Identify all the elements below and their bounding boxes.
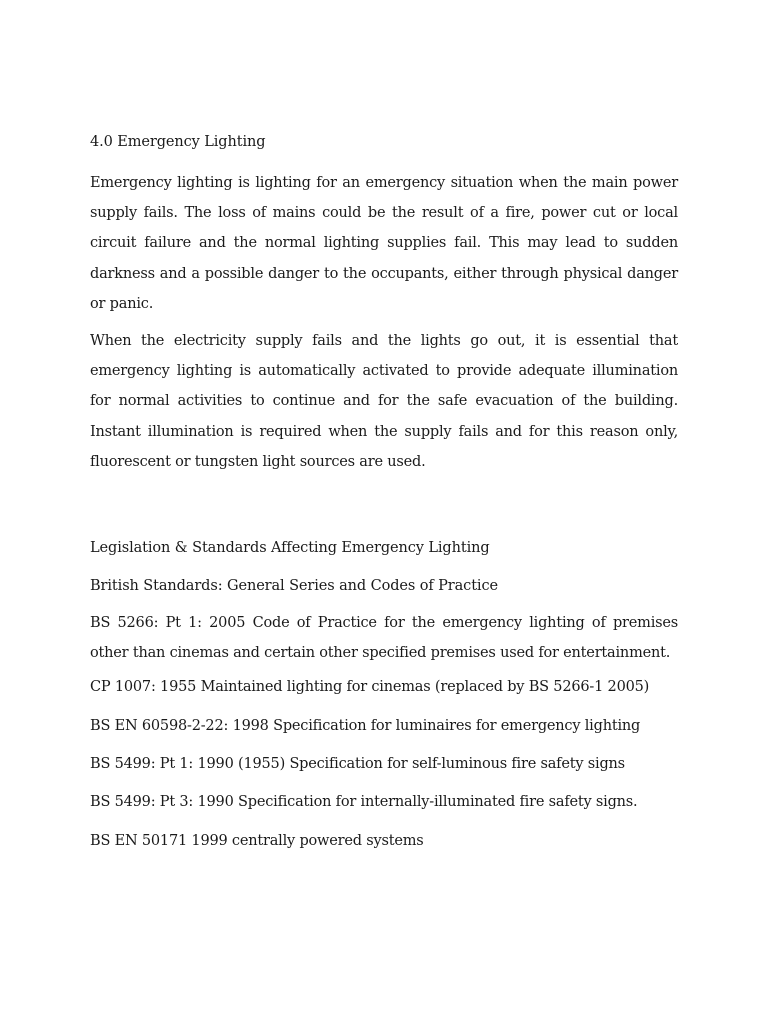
standard-item: CP 1007: 1955 Maintained lighting for cinemas (replaced by BS 5266-1 2005) xyxy=(90,679,650,696)
paragraph-activation: When the electricity supply fails and the lights go out, it is essential that emergency lighting is automatically activated to provide adequate illumination for normal activities to continue and for the safe evacuation of the building. Instant illumination is required when the supply fails and for this reason only, fluorescent or tungsten light sources are used. xyxy=(90,333,678,470)
document-page xyxy=(90,131,678,868)
standard-item: BS 5499: Pt 1: 1990 (1955) Specification for self-luminous fire safety signs xyxy=(90,756,625,773)
standard-item: BS 5499: Pt 3: 1990 Specification for internally-illuminated fire safety signs. xyxy=(90,794,638,811)
british-standards-subheading: British Standards: General Series and Codes of Practice xyxy=(90,578,498,595)
legislation-heading: Legislation & Standards Affecting Emergency Lighting xyxy=(90,540,490,557)
standard-item: BS EN 50171 1999 centrally powered systems xyxy=(90,832,424,849)
standard-item: BS 5266: Pt 1: 2005 Code of Practice for the emergency lighting of premises other than cinemas and certain other specified premises used for entertainment. xyxy=(90,615,678,662)
paragraph-definition: Emergency lighting is lighting for an emergency situation when the main power supply fails. The loss of mains could be the result of a fire, power cut or local circuit failure and the normal lighting supplies fail. This may lead to sudden darkness and a possible danger to the occupants, either through physical danger or panic. xyxy=(90,175,678,312)
standard-item: BS EN 60598-2-22: 1998 Specification for luminaires for emergency lighting xyxy=(90,717,641,734)
section-heading: 4.0 Emergency Lighting xyxy=(90,134,266,150)
section-spacer xyxy=(90,484,678,537)
